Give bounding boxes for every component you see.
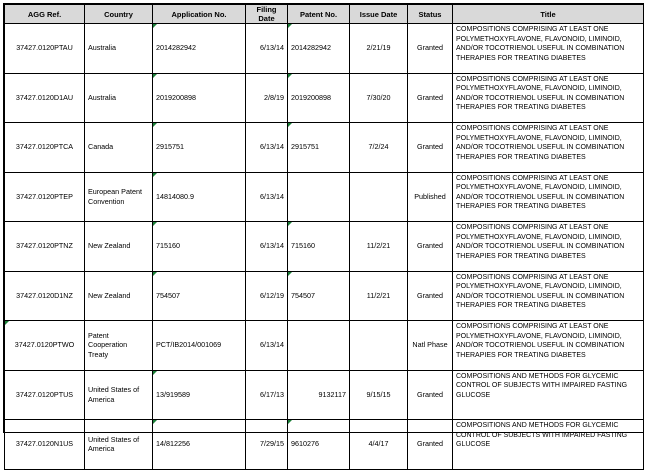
cell-status: Natl Phase: [408, 321, 453, 371]
cell-agg-ref: 37427.0120D1NZ: [5, 271, 85, 321]
table-row: [5, 222, 644, 272]
cell-agg-ref: 37427.0120D1AU: [5, 73, 85, 123]
cell-country: New Zealand: [85, 271, 153, 321]
cell-filing-date: 6/13/14: [246, 24, 288, 74]
cell-country: Canada: [85, 123, 153, 173]
cell-country: Patent Cooperation Treaty: [85, 321, 153, 371]
header-issue-date: Issue Date: [350, 5, 408, 24]
cell-filing-date: 6/13/14: [246, 172, 288, 222]
cell-agg-ref: 37427.0120N1US: [5, 420, 85, 470]
table-row: [5, 123, 644, 173]
cell-application-no: 2915751: [153, 123, 246, 173]
cell-status: Granted: [408, 73, 453, 123]
cell-agg-ref: 37427.0120PTWO: [5, 321, 85, 371]
table-row: [5, 24, 644, 74]
cell-patent-no: 9132117: [288, 370, 350, 420]
cell-application-no: PCT/IB2014/001069: [153, 321, 246, 371]
cell-application-no: 13/919589: [153, 370, 246, 420]
table-row: [5, 73, 644, 123]
cell-patent-no: [288, 172, 350, 222]
cell-issue-date: 11/2/21: [350, 222, 408, 272]
cell-title: COMPOSITIONS COMPRISING AT LEAST ONE POLYMETHOXYFLAVONE, FLAVONOID, LIMINOID, AND/OR TOCOTRIENOL USEFUL IN COMBINATION THERAPIES FOR TREATING DIABETES: [453, 73, 644, 123]
cell-issue-date: [350, 172, 408, 222]
header-agg-ref: AGG Ref.: [5, 5, 85, 24]
cell-filing-date: 6/12/19: [246, 271, 288, 321]
header-status: Status: [408, 5, 453, 24]
header-country: Country: [85, 5, 153, 24]
cell-patent-no: 754507: [288, 271, 350, 321]
cell-issue-date: 9/15/15: [350, 370, 408, 420]
cell-title: COMPOSITIONS COMPRISING AT LEAST ONE POLYMETHOXYFLAVONE, FLAVONOID, LIMINOID, AND/OR TOCOTRIENOL USEFUL IN COMBINATION THERAPIES FOR TREATING DIABETES: [453, 172, 644, 222]
cell-status: Granted: [408, 420, 453, 470]
cell-issue-date: 2/21/19: [350, 24, 408, 74]
cell-agg-ref: 37427.0120PTNZ: [5, 222, 85, 272]
cell-application-no: 14814080.9: [153, 172, 246, 222]
cell-title: COMPOSITIONS COMPRISING AT LEAST ONE POLYMETHOXYFLAVONE, FLAVONOID, LIMINOID, AND/OR TOCOTRIENOL USEFUL IN COMBINATION THERAPIES FOR TREATING DIABETES: [453, 271, 644, 321]
cell-status: Granted: [408, 222, 453, 272]
cell-status: Granted: [408, 24, 453, 74]
cell-patent-no: 2014282942: [288, 24, 350, 74]
cell-title: COMPOSITIONS COMPRISING AT LEAST ONE POLYMETHOXYFLAVONE, FLAVONOID, LIMINOID, AND/OR TOCOTRIENOL USEFUL IN COMBINATION THERAPIES FOR TREATING DIABETES: [453, 24, 644, 74]
cell-status: Granted: [408, 370, 453, 420]
patent-table-frame: [3, 3, 644, 454]
cell-agg-ref: 37427.0120PTAU: [5, 24, 85, 74]
table-row: [5, 370, 644, 420]
cell-issue-date: 7/2/24: [350, 123, 408, 173]
cell-status: Published: [408, 172, 453, 222]
cell-title: COMPOSITIONS AND METHODS FOR GLYCEMIC CONTROL OF SUBJECTS WITH IMPAIRED FASTING GLUCOSE: [453, 420, 644, 470]
cell-patent-no: 2915751: [288, 123, 350, 173]
cell-status: Granted: [408, 271, 453, 321]
cell-country: European Patent Convention: [85, 172, 153, 222]
cell-country: United States of America: [85, 420, 153, 470]
cell-country: Australia: [85, 73, 153, 123]
cell-filing-date: 6/13/14: [246, 222, 288, 272]
header-patent-no: Patent No.: [288, 5, 350, 24]
cell-application-no: 14/812256: [153, 420, 246, 470]
table-row: [5, 271, 644, 321]
header-title: Title: [453, 5, 644, 24]
cell-filing-date: 6/13/14: [246, 123, 288, 173]
cell-agg-ref: 37427.0120PTEP: [5, 172, 85, 222]
cell-agg-ref: 37427.0120PTUS: [5, 370, 85, 420]
cell-status: Granted: [408, 123, 453, 173]
cell-title: COMPOSITIONS COMPRISING AT LEAST ONE POLYMETHOXYFLAVONE, FLAVONOID, LIMINOID, AND/OR TOCOTRIENOL USEFUL IN COMBINATION THERAPIES FOR TREATING DIABETES: [453, 321, 644, 371]
cell-issue-date: 4/4/17: [350, 420, 408, 470]
cell-filing-date: 6/13/14: [246, 321, 288, 371]
table-row: [5, 172, 644, 222]
cell-filing-date: 6/17/13: [246, 370, 288, 420]
header-filing-date: Filing Date: [246, 5, 288, 24]
table-row: [5, 321, 644, 371]
cell-title: COMPOSITIONS AND METHODS FOR GLYCEMIC CONTROL OF SUBJECTS WITH IMPAIRED FASTING GLUCOSE: [453, 370, 644, 420]
table-row: [5, 420, 644, 470]
cell-country: New Zealand: [85, 222, 153, 272]
cell-filing-date: 2/8/19: [246, 73, 288, 123]
cell-filing-date: 7/29/15: [246, 420, 288, 470]
cell-issue-date: 11/2/21: [350, 271, 408, 321]
cell-application-no: 754507: [153, 271, 246, 321]
cell-patent-no: 2019200898: [288, 73, 350, 123]
cell-application-no: 715160: [153, 222, 246, 272]
cell-issue-date: 7/30/20: [350, 73, 408, 123]
cell-patent-no: [288, 321, 350, 371]
cell-patent-no: 715160: [288, 222, 350, 272]
cell-agg-ref: 37427.0120PTCA: [5, 123, 85, 173]
patent-table: [4, 4, 644, 470]
cell-title: COMPOSITIONS COMPRISING AT LEAST ONE POLYMETHOXYFLAVONE, FLAVONOID, LIMINOID, AND/OR TOCOTRIENOL USEFUL IN COMBINATION THERAPIES FOR TREATING DIABETES: [453, 123, 644, 173]
header-application-no: Application No.: [153, 5, 246, 24]
cell-country: United States of America: [85, 370, 153, 420]
cell-title: COMPOSITIONS COMPRISING AT LEAST ONE POLYMETHOXYFLAVONE, FLAVONOID, LIMINOID, AND/OR TOCOTRIENOL USEFUL IN COMBINATION THERAPIES FOR TREATING DIABETES: [453, 222, 644, 272]
cell-patent-no: 9610276: [288, 420, 350, 470]
cell-application-no: 2014282942: [153, 24, 246, 74]
table-header-row: [5, 5, 644, 24]
cell-country: Australia: [85, 24, 153, 74]
cell-issue-date: [350, 321, 408, 371]
cell-application-no: 2019200898: [153, 73, 246, 123]
